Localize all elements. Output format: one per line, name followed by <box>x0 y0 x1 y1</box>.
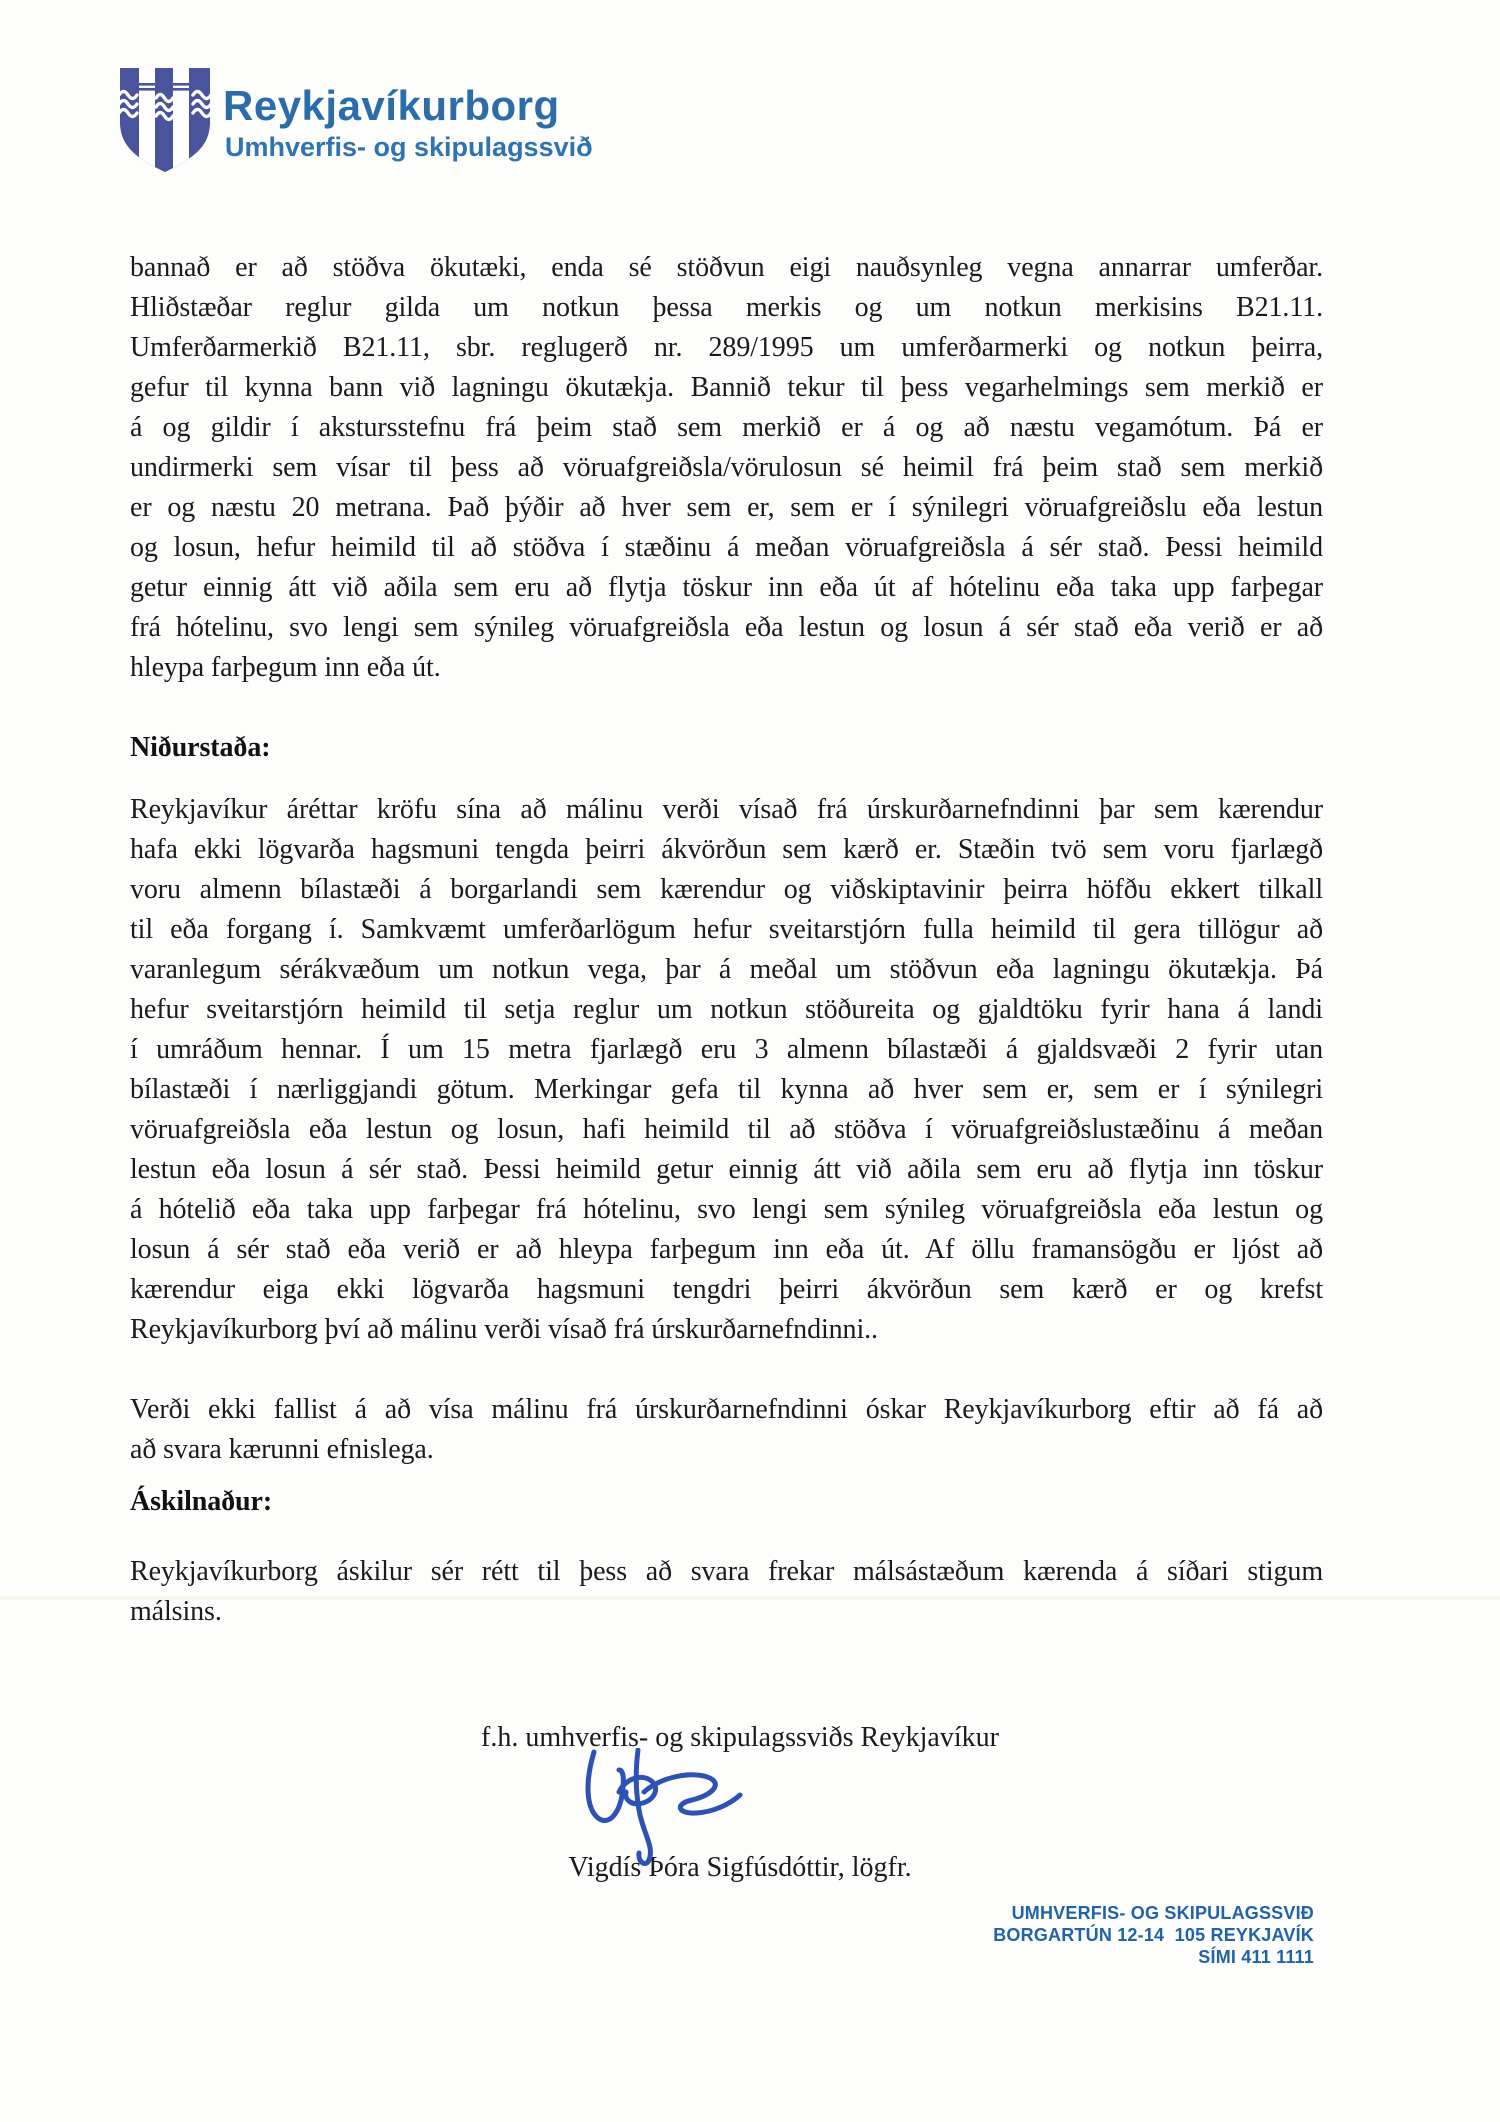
on-behalf-line: f.h. umhverfis- og skipulagssviðs Reykjavíkur <box>481 1722 999 1753</box>
closing-block <box>0 1718 1480 1888</box>
paragraph-2: Reykjavíkur áréttar kröfu sína að málinu verði vísað frá úrskurðarnefndinni þar sem kærendur hafa ekki lögvarða hagsmuni tengda þeirri ákvörðun sem kærð er. Stæðin tvö sem voru fjarlægð voru almenn bílastæði á borgarlandi sem kærendur og viðskiptavinir þeirra höfðu ekkert tilkall til eða forgang í. Samkvæmt umferðarlögum hefur sveitarstjórn fulla heimild til gera tillögur að varanlegum sérákvæðum um notkun vega, þar á meðal um stöðvun eða lagningu ökutækja. Þá hefur sveitarstjórn heimild til setja reglur um notkun stöðureita og gjaldtöku fyrir hana á landi í umráðum hennar. Í um 15 metra fjarlægð eru 3 almenn bílastæði á gjaldsvæði 2 fyrir utan bílastæði í nærliggjandi götum. Merkingar gefa til kynna að hver sem er, sem er í sýnilegri vöruafgreiðsla eða lestun og losun, hafi heimild til að stöðva í vöruafgreiðslustæðinu á meðan lestun eða losun á sér stað. Þessi heimild getur einnig átt við aðila sem eru að flytja inn töskur á hótelið eða taka upp farþegar frá hótelinu, svo lengi sem sýnileg vöruafgreiðsla eða lestun og losun á sér stað eða verið er að hleypa farþegum inn eða út. Af öllu framansögðu er ljóst að kærendur eiga ekki lögvarða hagsmuni tengdri þeirri ákvörðun sem kærð er og krefst Reykjavíkurborg því að málinu verði vísað frá úrskurðarnefndinni.. <box>130 794 1323 1345</box>
reykjavik-coat-of-arms-icon <box>115 62 215 178</box>
org-name: Reykjavíkurborg <box>223 82 560 129</box>
section-heading-conclusion: Niðurstaða: <box>130 732 271 763</box>
letter-body <box>130 248 1323 1632</box>
paragraph-1: bannað er að stöðva ökutæki, enda sé stöðvun eigi nauðsynleg vegna annarrar umferðar. Hliðstæðar reglur gilda um notkun þessa merkis og um notkun merkisins B21.11. Umferðarmerkið B21.11, sbr. reglugerð nr. 289/1995 um umferðarmerki og notkun þeirra, gefur til kynna bann við lagningu ökutækja. Bannið tekur til þess vegarhelmings sem merkið er á og gildir í akstursstefnu frá þeim stað sem merkið er á og að næstu vegamótum. Þá er undirmerki sem vísar til þess að vöruafgreiðsla/vörulosun sé heimil frá þeim stað sem merkið er og næstu 20 metrana. Það þýðir að hver sem er, sem er í sýnilegri vöruafgreiðslu eða lestun og losun, hefur heimild til að stöðva í stæðinu á meðan vöruafgreiðsla á sér stað. Þessi heimild getur einnig átt við aðila sem eru að flytja töskur inn eða út af hótelinu eða taka upp farþegar frá hótelinu, svo lengi sem sýnileg vöruafgreiðsla eða lestun og losun á sér stað eða verið er að hleypa farþegum inn eða út. <box>130 252 1323 683</box>
paragraph-4: Reykjavíkurborg áskilur sér rétt til þess að svara frekar málsástæðum kærenda á síðari stigum málsins. <box>130 1556 1323 1627</box>
signatory-name: Vigdís Þóra Sigfúsdóttir, lögfr. <box>568 1852 912 1883</box>
letterhead <box>0 0 1500 200</box>
paragraph-3: Verði ekki fallist á að vísa málinu frá úrskurðarnefndinni óskar Reykjavíkurborg eftir að fá að að svara kærunni efnislega. <box>130 1394 1323 1465</box>
section-heading-reservation: Áskilnaður: <box>130 1486 273 1517</box>
footer-address: UMHVERFIS- OG SKIPULAGSSVIÐ BORGARTÚN 12-14 105 REYKJAVÍK SÍMI 411 1111 <box>993 1903 1314 1967</box>
department-name: Umhverfis- og skipulagssvið <box>225 132 593 162</box>
